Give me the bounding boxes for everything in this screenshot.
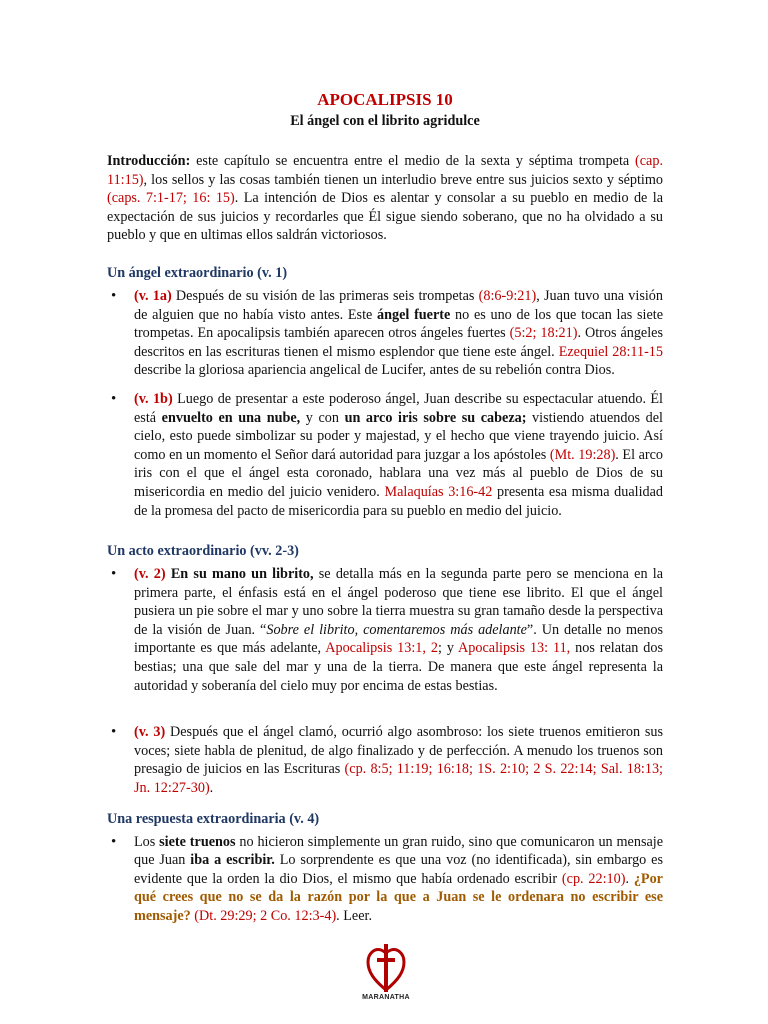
document-page bbox=[107, 90, 663, 936]
scripture-reference: (Mt. 19:28) bbox=[549, 446, 616, 463]
list-item: • (v. 3) Después que el ángel clamó, ocurrió algo asombroso: los siete truenos emitieron sus voces; siete habla de plenitud, de algo finalizado y de perfección. A menudo los truenos son presagio de juicios en las Escrituras (cp. 8:5; 11:19; 16:18; 1S. 2:10; 2 S. 22:14; Sal. 18:13; Jn. 12:27-30). bbox=[107, 723, 663, 797]
bullet-list bbox=[107, 565, 663, 695]
verse-reference: (v. 1a) bbox=[134, 287, 172, 304]
intro-label: Introducción: bbox=[107, 153, 191, 169]
scripture-reference: (cap. 11:15) bbox=[107, 153, 663, 188]
list-item: • (v. 1b) Luego de presentar a este poderoso ángel, Juan describe su espectacular atuendo. Él está envuelto en una nube, y con un arco iris sobre su cabeza; vistiendo atuendos del cielo, esto puede simbolizar su poder y majestad, y el hecho que viene trayendo juicio. Así como en un momento el Señor dará autoridad para juzgar a los apóstoles (Mt. 19:28). El arco iris con el que el ángel esta coronado, hablara una vez más al pueblo de Dios de su misericordia en medio del juicio venidero. Malaquías 3:16-42 presenta esa misma dualidad de la promesa del pacto de misericordia para su pueblo en medio del juicio. bbox=[107, 390, 663, 520]
section-heading: Un acto extraordinario (vv. 2-3) bbox=[107, 543, 299, 560]
scripture-reference: (8:6-9:21) bbox=[478, 287, 537, 304]
list-item: • (v. 2) En su mano un librito, se detalla más en la segunda parte pero se menciona en la primera parte, el énfasis está en el ángel poderoso que tiene ese librito. El que el ángel pusiera un pie sobre el mar y uno sobre la tierra muestra su gran tamaño desde la perspectiva de la visión de Juan. “Sobre el librito, comentaremos más adelante”. Un detalle no menos importante es que más adelante, Apocalipsis 13:1, 2; y Apocalipsis 13: 11, nos relatan dos bestias; una que sale del mar y una de la tierra. De manera que este ángel representa la autoridad y soberanía del cielo muy por encima de estas bestias. bbox=[107, 565, 663, 695]
scripture-reference: Apocalipsis 13:1, 2 bbox=[325, 640, 438, 657]
section-heading: Una respuesta extraordinaria (v. 4) bbox=[107, 810, 320, 827]
scripture-reference: (5:2; 18:21) bbox=[509, 325, 578, 342]
list-item: • Los siete truenos no hicieron simplemente un gran ruido, sino que comunicaron un mensaje que Juan iba a escribir. Lo sorprendente es que una voz (no identificada), sin embargo es evidente que la orden la dio Dios, el mismo que había ordenado escribir (cp. 22:10). ¿Por qué crees que no se da la razón por la que a Juan se le ordenara no escribir ese mensaje? (Dt. 29:29; 2 Co. 12:3-4). Leer. bbox=[107, 833, 663, 926]
bullet-list bbox=[107, 833, 663, 926]
scripture-reference: (cp. 8:5; 11:19; 16:18; 1S. 2:10; 2 S. 22:14; Sal. 18:13; Jn. 12:27-30) bbox=[134, 761, 663, 797]
logo-wordmark: MARANATHA bbox=[362, 994, 410, 1001]
bullet-list bbox=[107, 287, 663, 520]
maranatha-logo-icon bbox=[366, 938, 406, 1000]
section-heading: Un ángel extraordinario (v. 1) bbox=[107, 264, 288, 281]
study-question: ¿Por qué crees que no se da la razón por la que a Juan se le ordenara no escribir ese mensaje? bbox=[134, 870, 663, 924]
page-subtitle: El ángel con el librito agridulce bbox=[290, 113, 480, 129]
verse-reference: (v. 2) bbox=[134, 566, 166, 583]
verse-reference: (v. 3) bbox=[134, 724, 166, 741]
scripture-reference: Ezequiel 28:11-15 bbox=[558, 343, 663, 360]
scripture-reference: Apocalipsis 13: 11, bbox=[458, 640, 571, 657]
scripture-reference: (caps. 7:1-17; 16: 15) bbox=[107, 190, 235, 207]
verse-reference: (v. 1b) bbox=[134, 390, 173, 407]
scripture-reference: (Dt. 29:29; 2 Co. 12:3-4) bbox=[194, 908, 337, 924]
bullet-list bbox=[107, 723, 663, 797]
intro-paragraph: Introducción: este capítulo se encuentra entre el medio de la sexta y séptima trompeta (cap. 11:15), los sellos y las cosas también tienen un interludio breve entre sus juicios sexto y séptimo (caps. 7:1-17; 16: 15). La intención de Dios es alentar y consolar a su pueblo en medio de la expectación de sus juicios y recordarles que Él sigue siendo soberano, que no ha olvidado a su pueblo y que en ultimas ellos saldrán victoriosos. bbox=[107, 153, 663, 244]
scripture-reference: Malaquías 3:16-42 bbox=[384, 483, 493, 500]
scripture-reference: (cp. 22:10) bbox=[561, 870, 626, 887]
page-title: APOCALIPSIS 10 bbox=[317, 90, 453, 109]
list-item: • (v. 1a) Después de su visión de las primeras seis trompetas (8:6-9:21), Juan tuvo una visión de alguien que no había visto antes. Este ángel fuerte no es uno de los que tocan las siete trompetas. En apocalipsis también aparecen otros ángeles fuertes (5:2; 18:21). Otros ángeles descritos en las escrituras tienen el mismo esplendor que tiene este ángel. Ezequiel 28:11-15 describe la gloriosa apariencia angelical de Lucifer, antes de su rebelión contra Dios. bbox=[107, 287, 663, 380]
